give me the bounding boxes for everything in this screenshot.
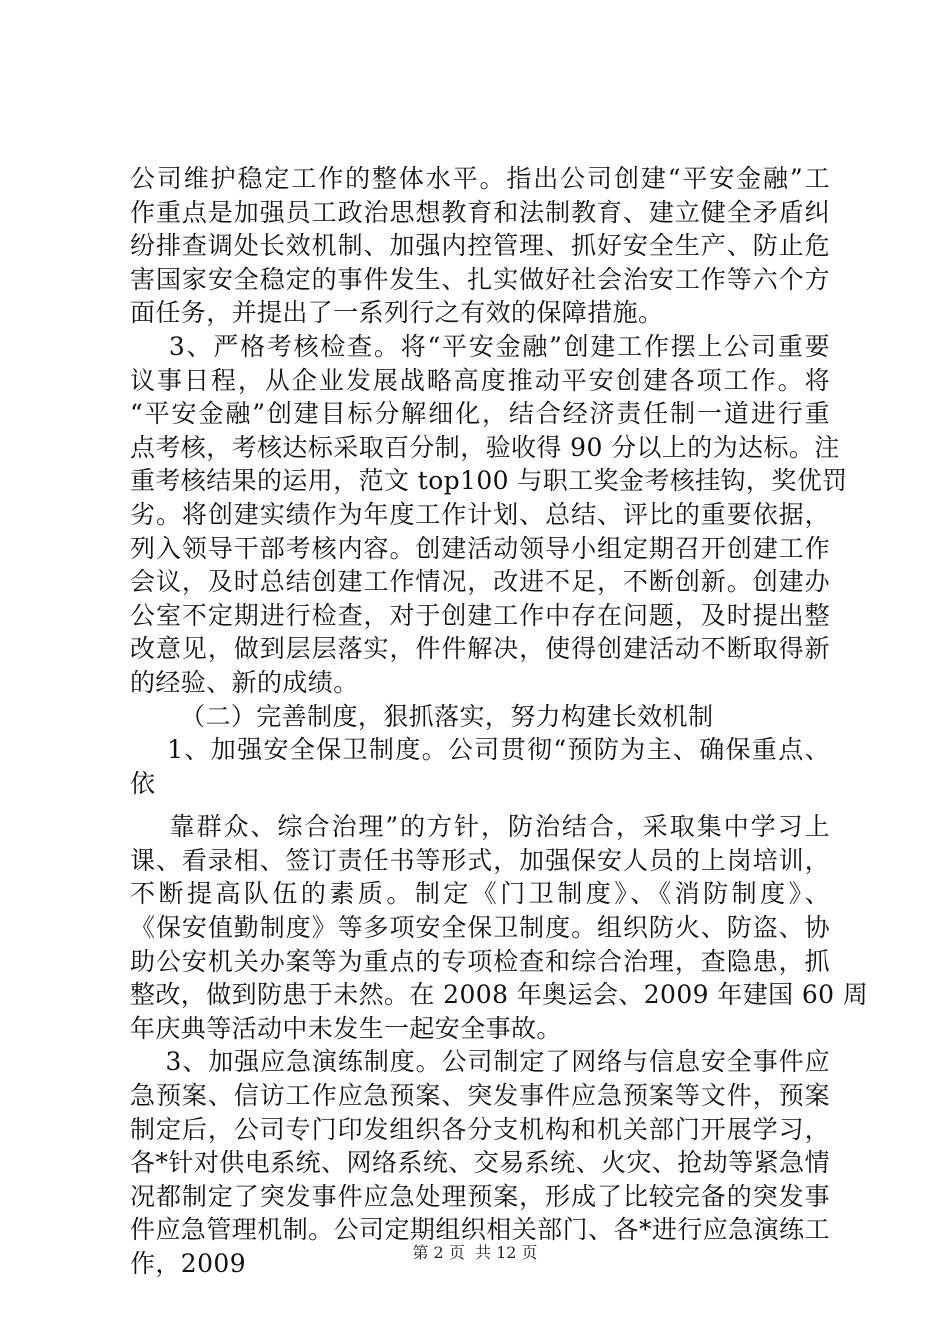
text-line: 纷排查调处长效机制、加强内控管理、抓好安全生产、防止危 <box>130 231 830 261</box>
text-line: 作重点是加强员工政治思想教育和法制教育、建立健全矛盾纠 <box>130 197 830 227</box>
text-line: 助公安机关办案等为重点的专项检查和综合治理，查隐患，抓 <box>130 946 830 976</box>
text-line: 点考核，考核达标采取百分制，验收得 90 分以上的为达标。注 <box>130 432 840 462</box>
text-line: 议事日程，从企业发展战略高度推动平安创建各项工作。将 <box>130 365 830 395</box>
text-line: 况都制定了突发事件应急处理预案，形成了比较完备的突发事 <box>130 1181 830 1211</box>
text-line: 重考核结果的运用，范文 top100 与职工奖金考核挂钩，奖优罚 <box>130 466 848 496</box>
text-line: 不断提高队伍的素质。制定《门卫制度》、《消防制度》、 <box>130 879 830 909</box>
text-line: “平安金融”创建目标分解细化，结合经济责任制一道进行重 <box>130 399 830 429</box>
text-line: 的经验、新的成绩。 <box>130 667 359 697</box>
text-line: 3、加强应急演练制度。公司制定了网络与信息安全事件应 <box>130 1047 830 1077</box>
text-line: 面任务，并提出了一系列行之有效的保障措施。 <box>130 298 664 328</box>
text-line: 劣。将创建实绩作为年度工作计划、总结、评比的重要依据， <box>130 499 830 529</box>
text-line: 依 <box>130 768 156 798</box>
text-line: 课、看录相、签订责任书等形式，加强保安人员的上岗培训， <box>130 845 830 875</box>
text-line: 制定后，公司专门印发组织各分支机构和机关部门开展学习， <box>130 1114 830 1144</box>
page-number-footer: 第 2 页 共 12 页 <box>412 1243 538 1262</box>
text-line: 《保安值勤制度》等多项安全保卫制度。组织防火、防盗、协 <box>130 913 830 943</box>
text-line: 作，2009 <box>130 1249 247 1278</box>
text-line: 列入领导干部考核内容。创建活动领导小组定期召开创建工作 <box>130 533 830 563</box>
document-body <box>130 162 869 1281</box>
text-line: 改意见，做到层层落实，件件解决，使得创建活动不断取得新 <box>130 634 830 664</box>
text-line: 整改，做到防患于未然。在 2008 年奥运会、2009 年建国 60 周 <box>130 980 869 1010</box>
section-heading: （二）完善制度，狠抓落实，努力构建长效机制 <box>130 701 714 731</box>
text-line: 1、加强安全保卫制度。公司贯彻“预防为主、确保重点、 <box>130 735 830 765</box>
text-line: 靠群众、综合治理”的方针，防治结合，采取集中学习上 <box>130 812 830 842</box>
text-line: 公室不定期进行检查，对于创建工作中存在问题，及时提出整 <box>130 600 830 630</box>
paragraph-gap <box>130 800 830 810</box>
text-line: 公司维护稳定工作的整体水平。指出公司创建“平安金融”工 <box>130 164 830 193</box>
text-line: 3、严格考核检查。将“平安金融”创建工作摆上公司重要 <box>130 331 830 361</box>
text-line: 会议，及时总结创建工作情况，改进不足，不断创新。创建办 <box>130 567 830 597</box>
text-line: 件应急管理机制。公司定期组织相关部门、各*进行应急演练工 <box>130 1215 830 1245</box>
text-line: 各*针对供电系统、网络系统、交易系统、火灾、抢劫等紧急情 <box>130 1148 830 1178</box>
text-line: 年庆典等活动中未发生一起安全事故。 <box>130 1013 562 1043</box>
text-line: 害国家安全稳定的事件发生、扎实做好社会治安工作等六个方 <box>130 264 830 294</box>
text-line: 急预案、信访工作应急预案、突发事件应急预案等文件，预案 <box>130 1081 830 1111</box>
